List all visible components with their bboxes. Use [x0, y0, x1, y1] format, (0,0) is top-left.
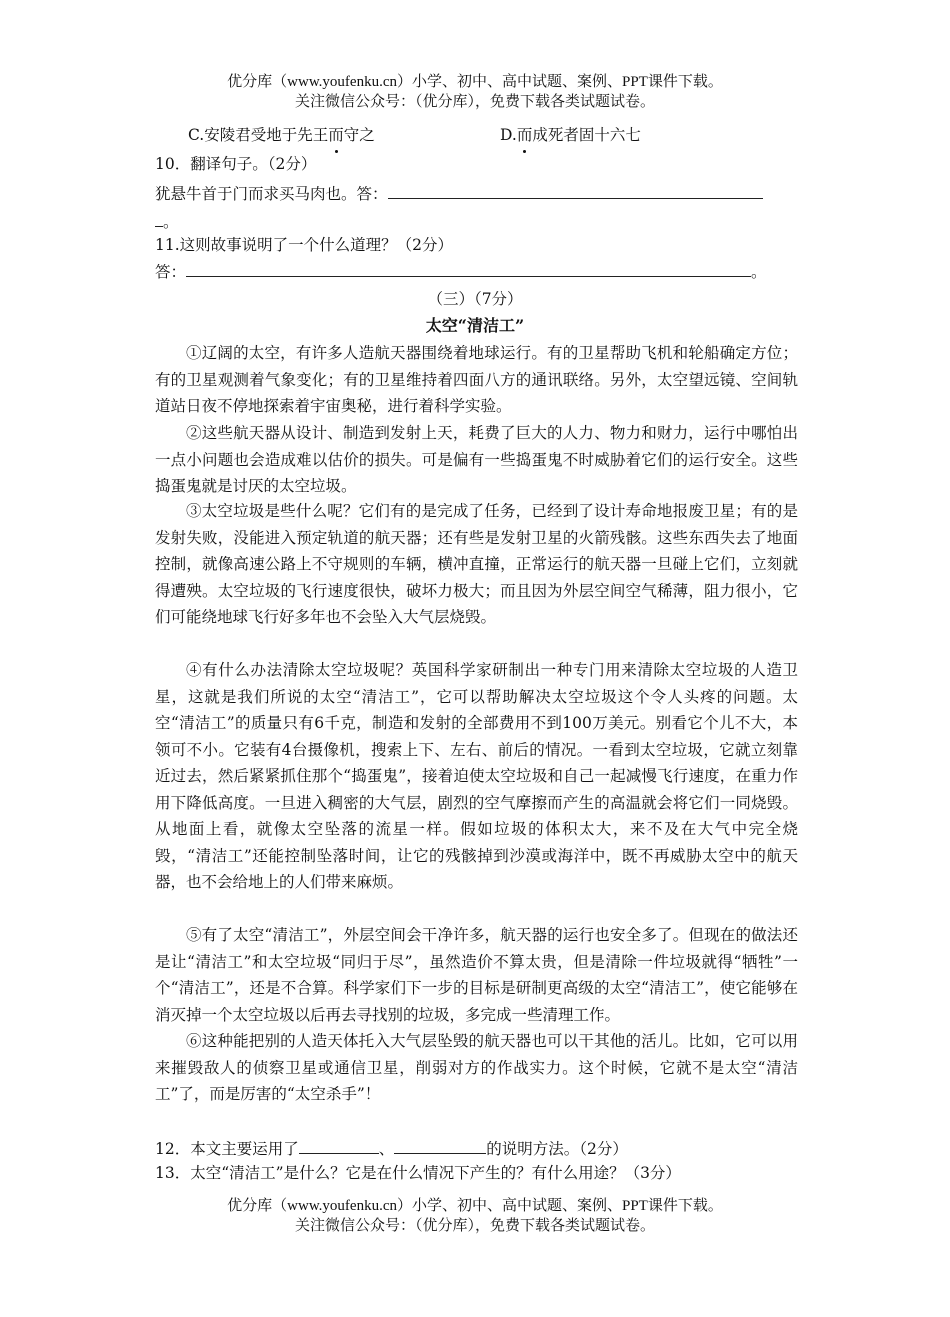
question-10-sentence: 犹悬牛首于门而求买马肉也。答：	[155, 180, 763, 207]
question-13: 13．太空“清洁工”是什么？它是在什么情况下产生的？有什么用途？（3分）	[155, 1164, 681, 1182]
answer-blank-12a[interactable]	[299, 1135, 379, 1154]
header-line-2: 关注微信公众号：（优分库），免费下载各类试题试卷。	[294, 94, 655, 110]
question-11-answer: 答： 。	[155, 258, 767, 285]
answer-blank-12b[interactable]	[394, 1135, 486, 1154]
answer-blank-10[interactable]	[388, 180, 763, 199]
footer-line-2: 关注微信公众号：（优分库），免费下载各类试题试卷。	[294, 1218, 655, 1234]
question-11-label: 11.这则故事说明了一个什么道理？（2分）	[155, 236, 454, 254]
question-12: 12．本文主要运用了 、 的说明方法。（2分）	[155, 1135, 628, 1162]
paragraph-6: ⑥这种能把别的人造天体托入大气层坠毁的航天器也可以干其他的活儿。比如，它可以用来摧毁敌人的侦察卫星或通信卫星，削弱对方的作战实力。这个时候，它就不是太空“清洁工”了，而是厉害的“太空杀手”！	[155, 1032, 798, 1103]
footer-line-1: 优分库（www.youfenku.cn）小学、初中、高中试题、案例、PPT课件下载。	[227, 1198, 723, 1214]
page-header	[0, 72, 950, 112]
paragraph-2: ②这些航天器从设计、制造到发射上天，耗费了巨大的人力、物力和财力，运行中哪怕出一点小问题也会造成难以估价的损失。可是偏有一些捣蛋鬼不时威胁着它们的运行安全。这些捣蛋鬼就是讨厌的太空垃圾。	[155, 424, 798, 495]
emphasis-dot-char: 而	[517, 122, 533, 148]
emphasis-dot-char: 而	[328, 122, 344, 148]
paragraph-4: ④有什么办法清除太空垃圾呢？英国科学家研制出一种专门用来清除太空垃圾的人造卫星，这就是我们所说的太空“清洁工”，它可以帮助解决太空垃圾这个令人头疼的问题。太空“清洁工”的质量只有6千克，制造和发射的全部费用不到100万美元。别看它个儿不大，本领可不小。它装有4台摄像机，搜索上下、左右、前后的情况。一看到太空垃圾，它就立刻靠近过去，然后紧紧抓住那个“捣蛋鬼”，接着迫使太空垃圾和自己一起减慢飞行速度，在重力作用下降低高度。一旦进入稠密的大气层，剧烈的空气摩擦而产生的高温就会将它们一同烧毁。从地面上看，就像太空坠落的流星一样。假如垃圾的体积太大，来不及在大气中完全烧毁，“清洁工”还能控制坠落时间，让它的残骸掉到沙漠或海洋中，既不再威胁太空中的航天器，也不会给地上的人们带来麻烦。	[155, 661, 798, 891]
answer-blank-11[interactable]	[186, 258, 751, 277]
header-line-1: 优分库（www.youfenku.cn）小学、初中、高中试题、案例、PPT课件下载。	[227, 74, 723, 90]
paragraph-5: ⑤有了太空“清洁工”，外层空间会干净许多，航天器的运行也安全多了。但现在的做法还是让“清洁工”和太空垃圾“同归于尽”，虽然造价不算太贵，但是清除一件垃圾就得“牺牲”一个“清洁工”，还是不合算。科学家们下一步的目标是研制更高级的太空“清洁工”，使它能够在消灭掉一个太空垃圾以后再去寻找别的垃圾，多完成一些清理工作。	[155, 926, 798, 1024]
answer-blank-10-continued[interactable]	[155, 208, 163, 227]
option-c: C.安陵君受地于先王而守之	[188, 122, 375, 148]
paragraph-1: ①辽阔的太空，有许多人造航天器围绕着地球运行。有的卫星帮助飞机和轮船确定方位；有的卫星观测着气象变化；有的卫星维持着四面八方的通讯联络。另外，太空望远镜、空间轨道站日夜不停地探索着宇宙奥秘，进行着科学实验。	[155, 344, 798, 415]
article-title: 太空“清洁工”	[425, 316, 525, 335]
option-d: D.而成死者固十六七	[500, 122, 641, 148]
question-10-continuation: 。	[155, 208, 179, 235]
page-footer	[0, 1196, 950, 1236]
question-10-label: 10．翻译句子。（2分）	[155, 155, 317, 173]
section-heading: （三）（7分）	[427, 290, 523, 308]
paragraph-3: ③太空垃圾是些什么呢？它们有的是完成了任务，已经到了设计寿命地报废卫星；有的是发射失败，没能进入预定轨道的航天器；还有些是发射卫星的火箭残骸。这些东西失去了地面控制，就像高速公路上不守规则的车辆，横冲直撞，正常运行的航天器一旦碰上它们，立刻就得遭殃。太空垃圾的飞行速度很快，破坏力极大；而且因为外层空间空气稀薄，阻力很小，它们可能绕地球飞行好多年也不会坠入大气层烧毁。	[155, 502, 798, 626]
